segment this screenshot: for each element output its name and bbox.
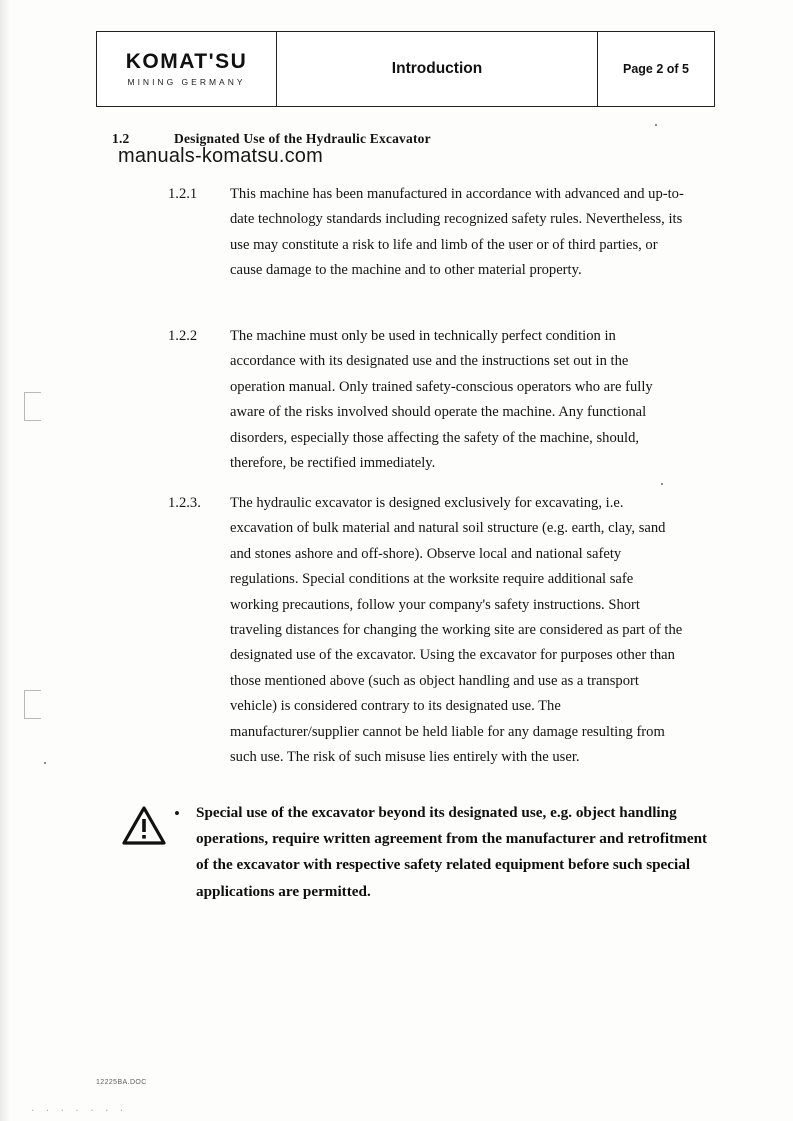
brand-name: KOMAT'SU: [125, 49, 248, 73]
clause-number: 1.2.1: [168, 186, 198, 202]
brand-logo-cell: [97, 32, 277, 106]
footer-marks: . . . . . . .: [30, 1104, 127, 1114]
scan-speck: [661, 483, 663, 485]
warning-triangle-icon: [122, 800, 174, 851]
clause-text: The hydraulic excavator is designed exclusively for excavating, i.e. excavation of bulk material and natural soil structure (e.g. earth, clay, sand and stones ashore and off-shore). Observe local and national safety regulations. Special conditions at the worksite require additional safe working precautions, follow your company's safety instructions. Short traveling distances for changing the working site are considered as part of the designated use of the excavator. Using the excavator for purposes other than those mentioned above (such as object handling and use as a transport vehicle) is considered contrary to its designated use. The manufacturer/supplier cannot be held liable for any damage resulting from such use. The risk of such misuse lies entirely with the user.: [230, 495, 683, 766]
section-number: 1.2: [112, 131, 130, 146]
registration-mark: [24, 404, 41, 421]
section-title: Designated Use of the Hydraulic Excavator: [174, 131, 431, 146]
clause-paragraph: [168, 324, 685, 476]
clause-number: 1.2.2: [168, 328, 198, 344]
scan-edge-shadow: [0, 0, 10, 1121]
clause-number: 1.2.3.: [168, 495, 201, 511]
scan-speck: [44, 762, 46, 764]
clause-text: The machine must only be used in technically perfect condition in accordance with its designated use and the instructions set out in the operation manual. Only trained safety-conscious operators who are fully aware of the risks involved should operate the machine. Any functional disorders, especially those affecting the safety of the machine, should, therefore, be rectified immediately.: [230, 328, 653, 472]
page-number-label: Page 2 of 5: [623, 62, 689, 76]
warning-bullet: •: [174, 804, 180, 823]
document-id: 12225BA.DOC: [96, 1079, 147, 1086]
warning-text: Special use of the excavator beyond its designated use, e.g. object handling operations, require written agreement from the manufacturer and retrofitment of the excavator with respective safety related equipment before such special applications are permitted.: [196, 804, 708, 900]
registration-mark: [24, 702, 41, 719]
scan-speck: [655, 124, 657, 126]
clause-text: This machine has been manufactured in accordance with advanced and up-to-date technology standards including recognized safety rules. Nevertheless, its use may constitute a risk to life and limb of the user or of third parties, or cause damage to the machine and to other material property.: [230, 186, 684, 279]
clause-paragraph: [168, 182, 685, 284]
brand-subtitle: MINING GERMANY: [127, 77, 246, 88]
clause-paragraph: [168, 491, 685, 770]
watermark-text: manuals-komatsu.com: [118, 145, 323, 167]
header-title-cell: [277, 32, 598, 106]
header-page-cell: [598, 32, 714, 106]
warning-block: [122, 800, 722, 905]
page-header-table: [96, 31, 715, 107]
page-title: Introduction: [391, 60, 483, 77]
